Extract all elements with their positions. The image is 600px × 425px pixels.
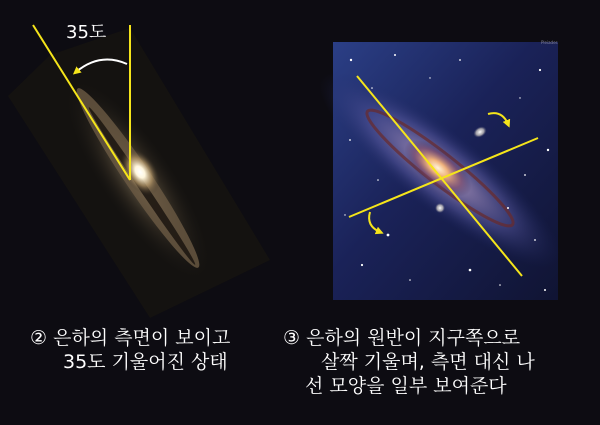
right-caption-number: ③ (283, 327, 301, 349)
right-galaxy-photo (297, 42, 583, 300)
right-satellite-galaxy-lower (435, 203, 445, 213)
left-caption-number: ② (30, 327, 48, 349)
left-galaxy-photo (8, 28, 270, 318)
angle-label: 35도 (66, 22, 107, 43)
photo-credit: Pleiades (541, 40, 558, 45)
left-caption-line2: 35도 기울어진 상태 (63, 351, 228, 373)
left-caption-line1: 은하의 측면이 보이고 (53, 327, 231, 349)
right-caption (283, 326, 535, 398)
right-caption-line3: 선 모양을 일부 보여준다 (305, 375, 507, 397)
right-caption-line2: 살짝 기울며, 측면 대신 나 (321, 351, 535, 373)
left-caption (30, 326, 230, 374)
right-caption-line1: 은하의 원반이 지구쪽으로 (306, 327, 521, 349)
